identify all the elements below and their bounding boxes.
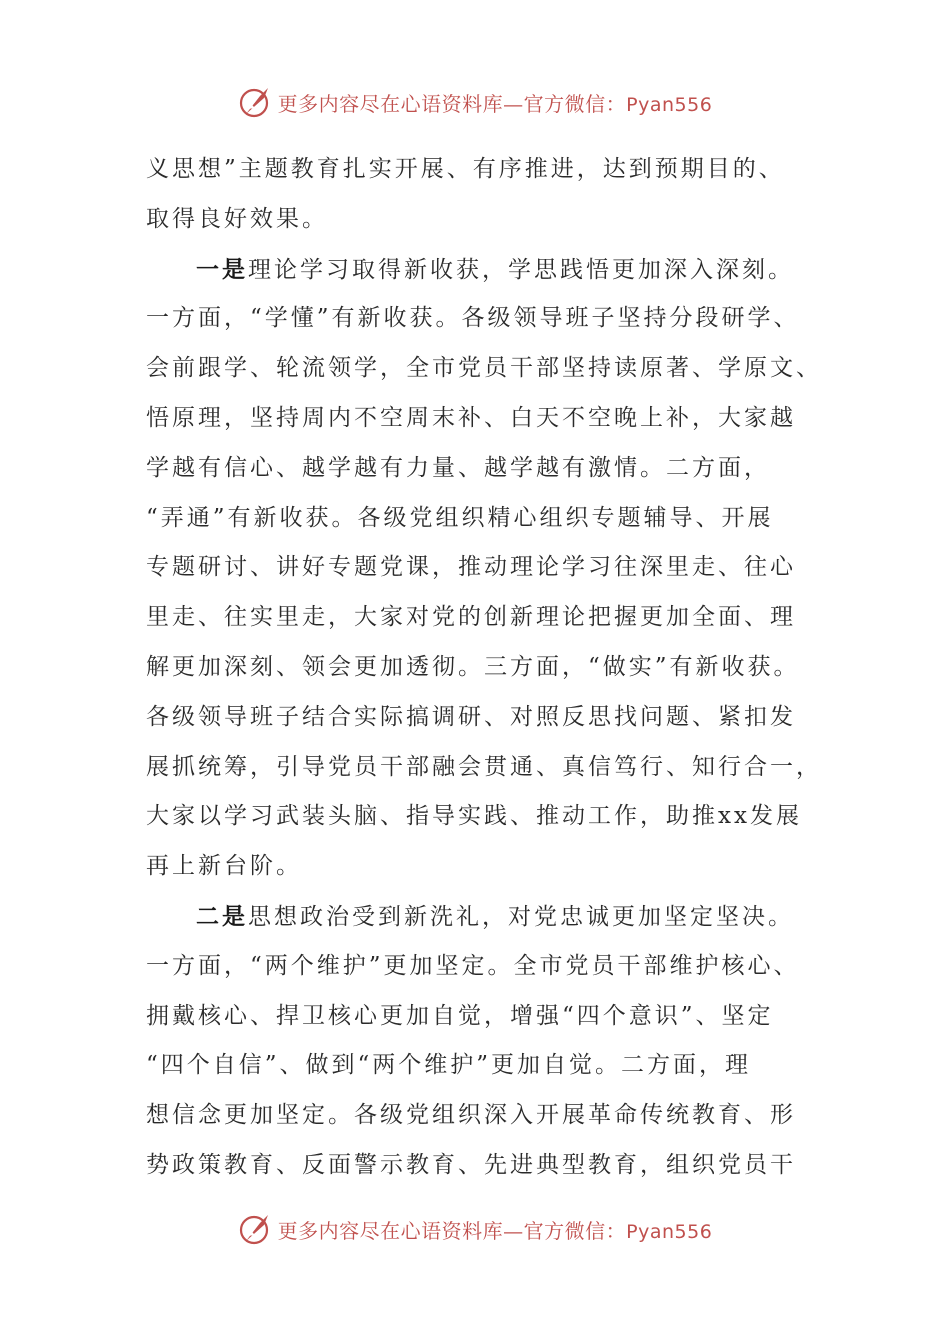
quill-pen-logo-icon xyxy=(238,1211,274,1247)
text-line: 悟原理，坚持周内不空周末补、白天不空晚上补，大家越 xyxy=(146,404,796,431)
text-line: 拥戴核心、捍卫核心更加自觉，增强“四个意识”、坚定 xyxy=(146,1002,774,1029)
footer-wechat-id: Pyan556 xyxy=(626,1220,713,1243)
text-line: 义思想”主题教育扎实开展、有序推进，达到预期目的、 xyxy=(146,156,785,182)
footer-banner-text xyxy=(278,1215,713,1244)
text-line: 一方面，“两个维护”更加坚定。全市党员干部维护核心、 xyxy=(146,952,800,979)
text-line: 会前跟学、轮流领学，全市党员干部坚持读原著、学原文、 xyxy=(146,355,822,382)
text-line: 各级领导班子结合实际搞调研、对照反思找问题、紧扣发 xyxy=(146,703,796,730)
text-line: 展抓统筹，引导党员干部融会贯通、真信笃行、知行合一， xyxy=(146,753,822,780)
text-line: 里走、往实里走，大家对党的创新理论把握更加全面、理 xyxy=(146,604,796,631)
text-line: 再上新台阶。 xyxy=(146,853,302,880)
header-wechat-id: Pyan556 xyxy=(626,93,713,116)
paragraph-heading-1 xyxy=(146,245,806,295)
text-line: 想信念更加坚定。各级党组织深入开展革命传统教育、形 xyxy=(146,1102,796,1129)
paragraph-lead: 二是 xyxy=(196,902,248,930)
header-watermark-banner xyxy=(0,84,950,120)
text-line: 势政策教育、反面警示教育、先进典型教育，组织党员干 xyxy=(146,1151,796,1178)
text-line: 取得良好效果。 xyxy=(146,205,328,232)
quill-pen-logo-icon xyxy=(238,84,274,120)
text-line: 一方面，“学懂”有新收获。各级领导班子坚持分段研学、 xyxy=(146,305,800,332)
footer-banner-label: 更多内容尽在心语资料库—官方微信： xyxy=(277,1218,627,1243)
text-line: 专题研讨、讲好专题党课，推动理论学习往深里走、往心 xyxy=(146,554,796,581)
text-line: “四个自信”、做到“两个维护”更加自觉。二方面，理 xyxy=(146,1052,752,1079)
document-body xyxy=(146,145,822,1191)
text-line: “弄通”有新收获。各级党组织精心组织专题辅导、开展 xyxy=(146,504,774,531)
paragraph-heading-2 xyxy=(146,892,806,942)
paragraph-lead-rest: 思想政治受到新洗礼，对党忠诚更加坚定坚决。 xyxy=(248,903,794,930)
paragraph-lead: 一是 xyxy=(196,255,248,283)
header-banner-label: 更多内容尽在心语资料库—官方微信： xyxy=(277,91,627,116)
paragraph-lead-rest: 理论学习取得新收获，学思践悟更加深入深刻。 xyxy=(248,256,794,283)
text-line: 大家以学习武装头脑、指导实践、推动工作，助推xx发展 xyxy=(146,803,802,830)
footer-watermark-banner xyxy=(0,1211,950,1247)
text-line: 解更加深刻、领会更加透彻。三方面，“做实”有新收获。 xyxy=(146,653,800,680)
header-banner-text xyxy=(278,88,713,117)
text-line: 学越有信心、越学越有力量、越学越有激情。二方面， xyxy=(146,454,770,481)
